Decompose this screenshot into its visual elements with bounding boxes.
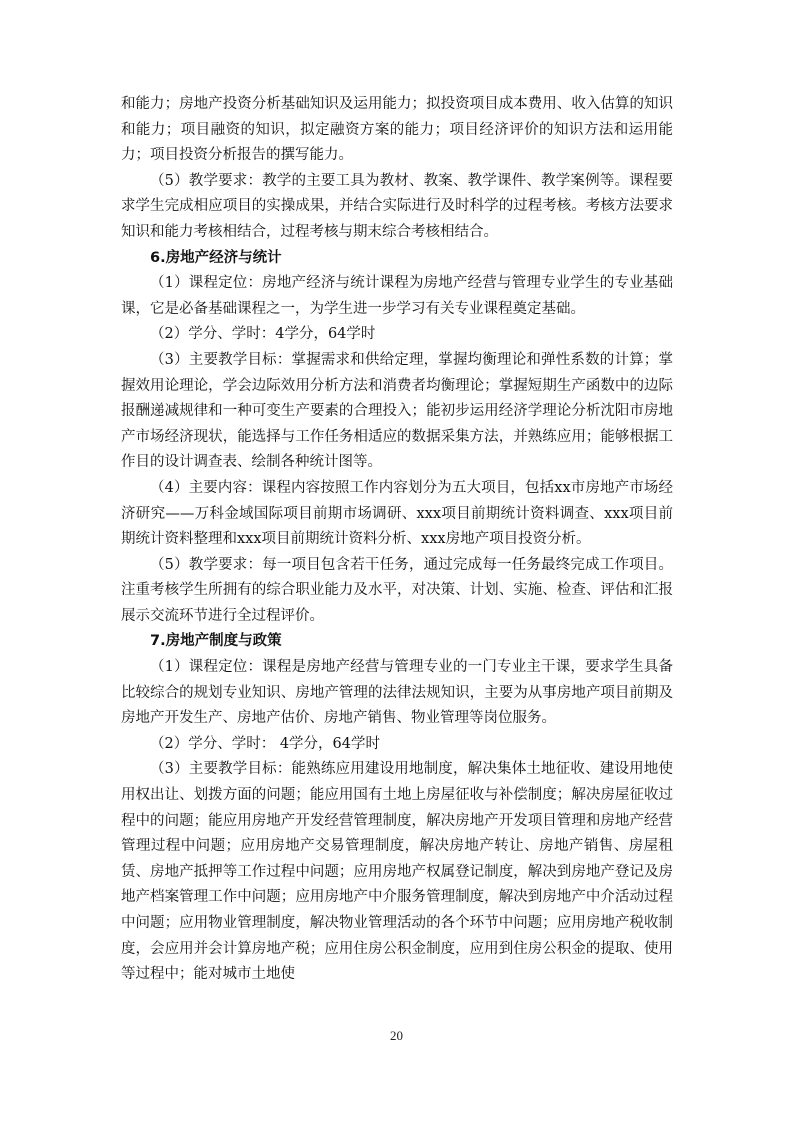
paragraph: （4）主要内容：课程内容按照工作内容划分为五大项目，包括xx市房地产市场经济研究——万科金域国际项目前期市场调研、xxx项目前期统计资料调查、xxx项目前期统计资料整理和xxx项目前期统计资料分析、xxx房地产项目投资分析。 (121, 479, 673, 548)
paragraph: （1）课程定位：课程是房地产经营与管理专业的一门专业主干课，要求学生具备比较综合的规划专业知识、房地产管理的法律法规知识，主要为从事房地产项目前期及房地产开发生产、房地产估价、房地产销售、物业管理等岗位服务。 (121, 659, 673, 727)
paragraph: （3）主要教学目标：掌握需求和供给定理，掌握均衡理论和弹性系数的计算；掌握效用论理论，学会边际效用分析方法和消费者均衡理论；掌握短期生产函数中的边际报酬递减规律和一种可变生产要素的合理投入；能初步运用经济学理论分析沈阳市房地产市场经济现状，能选择与工作任务相适应的数据采集方法，并熟练应用；能够根据工作目的设计调查表、绘制各种统计图等。 (121, 351, 673, 471)
document-body (121, 92, 673, 988)
section-heading: 6.房地产经济与统计 (150, 249, 282, 266)
page-number: 20 (390, 1028, 403, 1043)
paragraph: （2）学分、学时：4学分，64学时 (150, 326, 376, 343)
paragraph: （3）主要教学目标：能熟练应用建设用地制度，解决集体土地征收、建设用地使用权出让、划拨方面的问题；能应用国有土地上房屋征收与补偿制度；解决房屋征收过程中的问题；能应用房地产开发经营管理制度，解决房地产开发项目管理和房地产经营管理过程中问题；应用房地产交易管理制度，解决房地产转让、房地产销售、房屋租赁、房地产抵押等工作过程中问题；应用房地产权属登记制度，解决到房地产登记及房地产档案管理工作中问题；应用房地产中介服务管理制度，解决到房地产中介活动过程中问题；应用物业管理制度，解决物业管理活动的各个环节中问题；应用房地产税收制度，会应用并会计算房地产税；应用住房公积金制度，应用到住房公积金的提取、使用等过程中；能对城市土地使 (121, 761, 673, 983)
paragraph: （2）学分、学时： 4学分，64学时 (150, 735, 381, 752)
paragraph: （5）教学要求：教学的主要工具为教材、教案、教学课件、教学案例等。课程要求学生完成相应项目的实操成果，并结合实际进行及时科学的过程考核。考核方法要求知识和能力考核相结合，过程考核与期末综合考核相结合。 (121, 172, 673, 240)
section-heading: 7.房地产制度与政策 (150, 633, 282, 650)
paragraph: （5）教学要求：每一项目包含若干任务，通过完成每一任务最终完成工作项目。注重考核学生所拥有的综合职业能力及水平，对决策、计划、实施、检查、评估和汇报展示交流环节进行全过程评价。 (121, 556, 673, 624)
paragraph: 和能力；房地产投资分析基础知识及运用能力；拟投资项目成本费用、收入估算的知识和能力；项目融资的知识，拟定融资方案的能力；项目经济评价的知识方法和运用能力；项目投资分析报告的撰写能力。 (121, 96, 673, 164)
paragraph: （1）课程定位：房地产经济与统计课程为房地产经营与管理专业学生的专业基础课，它是必备基础课程之一，为学生进一步学习有关专业课程奠定基础。 (121, 275, 673, 317)
